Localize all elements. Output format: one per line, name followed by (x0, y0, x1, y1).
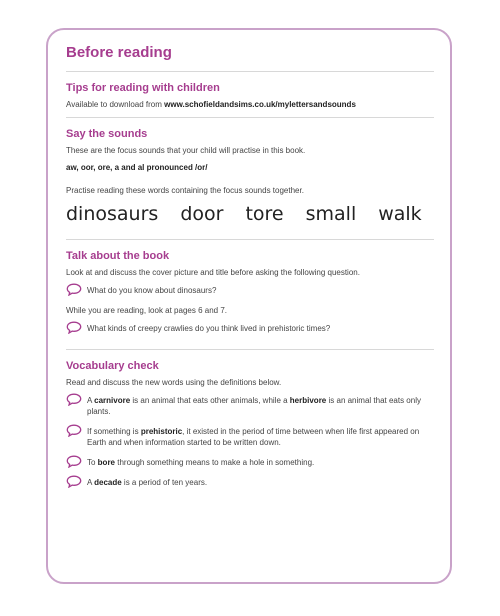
vocab-word: decade (94, 478, 122, 487)
focus-word: walk (378, 203, 422, 225)
divider (66, 71, 434, 72)
tips-section (66, 82, 434, 110)
talk-section (66, 250, 434, 334)
divider (66, 349, 434, 350)
focus-sounds: aw, oor, ore, a and al pronounced /or/ (66, 163, 208, 172)
tips-heading: Tips for reading with children (66, 82, 220, 94)
tips-url-link[interactable]: www.schofieldandsims.co.uk/mylettersandsounds (164, 100, 356, 109)
tips-text (66, 99, 434, 110)
speech-bubble-icon (66, 455, 82, 468)
question-text: What do you know about dinosaurs? (87, 286, 217, 295)
divider (66, 117, 434, 118)
vocab-heading: Vocabulary check (66, 360, 159, 372)
question-item (66, 323, 434, 334)
sounds-heading: Say the sounds (66, 128, 148, 140)
vocab-definition: A carnivore is an animal that eats other animals, while a herbivore is an animal that eats only plants. (87, 396, 421, 416)
vocab-word: prehistoric (140, 427, 183, 436)
focus-words (66, 203, 434, 225)
focus-word: dinosaurs (66, 203, 159, 225)
vocab-item (66, 426, 434, 448)
vocab-definition: To bore through something means to make a hole in something. (87, 458, 315, 467)
speech-bubble-icon (66, 475, 82, 488)
focus-word: tore (245, 203, 284, 225)
talk-while: While you are reading, look at pages 6 and 7. (66, 306, 227, 315)
vocab-item (66, 477, 434, 488)
talk-intro: Look at and discuss the cover picture and title before asking the following question. (66, 268, 360, 277)
vocab-word: herbivore (289, 396, 327, 405)
vocab-definition: If something is prehistoric, it existed in the period of time between when life first appeared on Earth and when information started to be written down. (87, 427, 420, 447)
page-title: Before reading (66, 44, 172, 61)
sounds-practice: Practise reading these words containing the focus sounds together. (66, 186, 304, 195)
before-reading-card (46, 28, 452, 584)
vocab-definition: A decade is a period of ten years. (87, 478, 208, 487)
vocab-section (66, 360, 434, 488)
question-text: What kinds of creepy crawlies do you think lived in prehistoric times? (87, 324, 331, 333)
sounds-intro: These are the focus sounds that your child will practise in this book. (66, 146, 306, 155)
vocab-intro: Read and discuss the new words using the definitions below. (66, 378, 282, 387)
speech-bubble-icon (66, 283, 82, 296)
vocab-item (66, 457, 434, 468)
divider (66, 239, 434, 240)
speech-bubble-icon (66, 424, 82, 437)
tips-intro: Available to download from (66, 100, 165, 109)
vocab-item (66, 395, 434, 417)
focus-word: small (305, 203, 357, 225)
speech-bubble-icon (66, 393, 82, 406)
speech-bubble-icon (66, 321, 82, 334)
sounds-section (66, 128, 434, 225)
focus-word: door (180, 203, 224, 225)
question-item (66, 285, 434, 296)
talk-heading: Talk about the book (66, 250, 170, 262)
vocab-word: bore (97, 458, 116, 467)
vocab-word: carnivore (94, 396, 131, 405)
